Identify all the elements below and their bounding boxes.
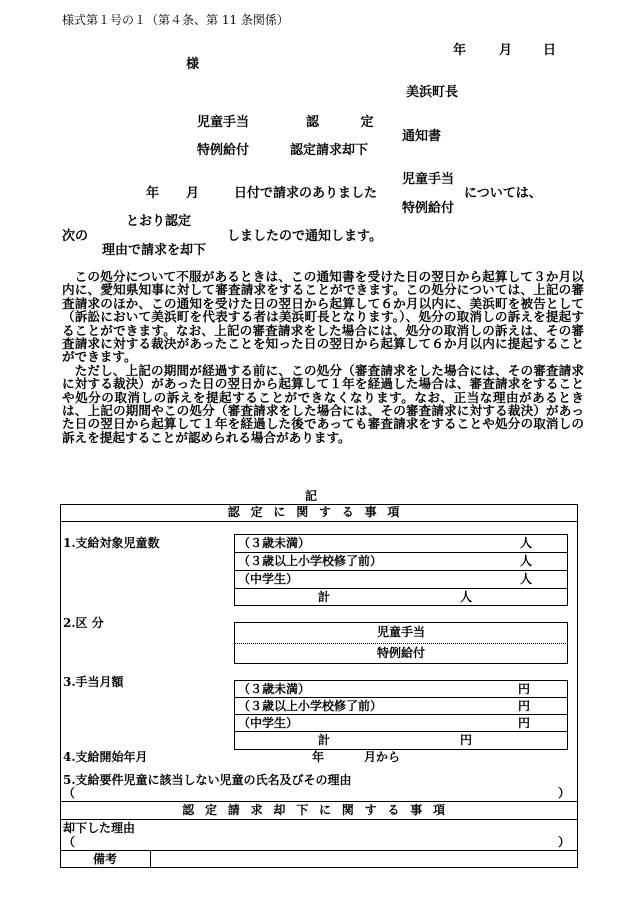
item4-year: 年 (312, 750, 325, 764)
item2-label: 2.区 分 (63, 616, 104, 630)
divider (60, 521, 578, 522)
item3-row-label: （中学生） (238, 716, 299, 730)
form-number: 様式第１号の１（第４条、第 11 条関係） (62, 13, 289, 27)
item5-label: 5.支給要件児童に該当しない児童の氏名及びその理由 (63, 773, 352, 787)
item4-month-from: 月から (364, 750, 401, 764)
title-allowance-special: 特例給付 (197, 143, 250, 158)
item5-close-paren: ） (558, 786, 571, 800)
item2-option-child: 児童手当 (376, 625, 425, 639)
item1-row-unit: 人 (520, 572, 533, 586)
appeal-paragraph-2: ただし、上記の期間が経過する前に、この処分（審査請求をした場合には、その審査請求に対する裁決）があった日の翌日から起算して１年を経過した場合は、審査請求をすることや処分の取消しの訴えを提起することができなくなります。なお、正当な理由があるときは、上記の期間やこの処分（審査請求をした場合には、その審査請求に対する裁決）があった日の翌日から起算して１年を経過した後であっても審査請求をすることや処分の取消しの訴えを提起することが認められる場合があります。 (62, 362, 584, 445)
approval-heading: 認定に関する事項 (227, 505, 411, 519)
title-decision-approve: 認 定 (306, 115, 379, 130)
intro-option-reject: 理由で請求を却下 (102, 243, 207, 258)
item3-total-label: 計 (318, 733, 331, 747)
intro-year: 年 (146, 186, 160, 201)
intro-option-approve: とおり認定 (126, 214, 192, 229)
intro-date-suffix: 日付で請求のありました (234, 186, 378, 201)
item1-total-label: 計 (318, 590, 331, 604)
item1-row-label: （３歳以上小学校修了前） (238, 554, 383, 568)
item1-total-unit: 人 (460, 590, 473, 604)
item5-open-paren: （ (63, 786, 76, 800)
appeal-notice (62, 270, 584, 444)
divider (234, 697, 568, 698)
dotted-divider (234, 643, 568, 644)
divider (60, 801, 578, 802)
intro-allowance-special: 特例給付 (402, 201, 455, 216)
item3-row-unit: 円 (518, 682, 531, 696)
intro-suffix: しましたので通知します。 (227, 229, 382, 244)
title-decision-reject: 認定請求却下 (290, 143, 369, 158)
item1-row-label: （３歳未満） (238, 536, 311, 550)
divider (234, 588, 568, 589)
divider (60, 819, 578, 820)
divider (234, 731, 568, 732)
rejection-heading: 認定請求却下に関する事項 (182, 803, 456, 817)
ki-label: 記 (305, 489, 318, 503)
intro-about: については、 (464, 186, 542, 201)
rejection-close-paren: ） (558, 835, 571, 849)
item2-option-special: 特例給付 (376, 646, 425, 660)
issuer-name: 美浜町長 (406, 85, 459, 100)
recipient-suffix: 様 (186, 57, 200, 72)
divider (234, 714, 568, 715)
date-month-label: 月 (499, 43, 513, 58)
item3-row-label: （３歳未満） (238, 682, 311, 696)
item1-row-unit: 人 (520, 536, 533, 550)
rejection-reason-label: 却下した理由 (63, 821, 136, 835)
item3-row-label: （３歳以上小学校修了前） (238, 699, 383, 713)
divider (234, 552, 568, 553)
divider (234, 570, 568, 571)
item4-label: 4.支給開始年月 (63, 750, 148, 764)
rejection-open-paren: （ (63, 835, 76, 849)
item1-row-label: （中学生） (238, 572, 299, 586)
date-day-label: 日 (543, 43, 557, 58)
date-year-label: 年 (453, 43, 467, 58)
item3-row-unit: 円 (518, 699, 531, 713)
remarks-label: 備考 (92, 852, 117, 866)
item3-label: 3.手当月額 (63, 675, 124, 689)
divider (150, 850, 151, 868)
intro-allowance-child: 児童手当 (402, 172, 455, 187)
intro-prefix: 次の (62, 229, 89, 244)
intro-month: 月 (186, 186, 200, 201)
item3-total-unit: 円 (460, 733, 473, 747)
appeal-paragraph-1: この処分について不服があるときは、この通知書を受けた日の翌日から起算して３か月以内に、愛知県知事に対して審査請求をすることができます。この処分については、上記の審査請求のほか、この通知を受けた日の翌日から起算して６か月以内に、美浜町を被告として（訴訟において美浜町を代表する者は美浜町長となります。）、処分の取消しの訴えを提起することができます。なお、上記の審査請求をした場合には、処分の取消しの訴えは、その審査請求に対する裁決があったことを知った日の翌日から起算して６か月以内に提起することができます。 (62, 269, 585, 365)
divider (60, 850, 578, 851)
title-notice: 通知書 (402, 129, 442, 144)
item3-row-unit: 円 (518, 716, 531, 730)
item1-row-unit: 人 (520, 554, 533, 568)
item1-label: 1.支給対象児童数 (63, 536, 160, 550)
title-allowance-child: 児童手当 (197, 115, 250, 130)
